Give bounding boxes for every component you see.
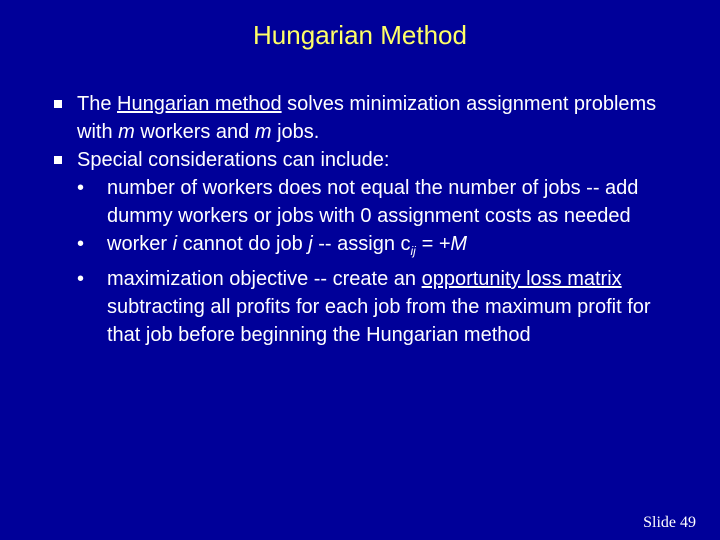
sub-bullet-item [50, 174, 670, 230]
slide-number-value: 49 [680, 514, 696, 531]
sub-bullet-text: number of workers does not equal the number of jobs -- add dummy workers or jobs with 0 assignment costs as needed [107, 177, 639, 227]
bullet-text: Special considerations can include: [77, 149, 390, 171]
sub-bullet-item [50, 265, 670, 349]
sub-bullet-text: maximization objective -- create an [107, 268, 422, 290]
sub-bullet-item [50, 230, 670, 265]
slide-label: Slide [643, 514, 676, 531]
slide-body [50, 90, 670, 349]
slide-title: Hungarian Method [253, 20, 467, 50]
square-bullet-icon [54, 156, 62, 164]
bullet-text: workers and [134, 121, 255, 143]
sub-bullet-text: worker [107, 233, 173, 255]
dot-bullet-icon: • [77, 233, 85, 255]
big-m-value: = +M [415, 233, 467, 255]
variable-m: m [254, 121, 272, 143]
variable-m: m [118, 121, 135, 143]
bullet-item [50, 146, 670, 174]
subscript-ij: ij [410, 244, 416, 258]
sub-bullet-text: cannot do job [177, 233, 309, 255]
bullet-text: The [77, 93, 118, 115]
square-bullet-icon [54, 100, 62, 108]
sub-bullet-text: subtracting all profits for each job from the maximum profit for that job before beginning the Hungarian method [107, 296, 651, 346]
variable-i: i [172, 233, 178, 255]
hungarian-method-link[interactable]: Hungarian method [117, 93, 282, 115]
dot-bullet-icon: • [77, 268, 85, 290]
dot-bullet-icon: • [77, 177, 85, 199]
bullet-item [50, 90, 670, 146]
bullet-text: jobs. [271, 121, 320, 143]
variable-j: j [308, 233, 313, 255]
slide-number [643, 514, 696, 532]
bullet-text: solves minimization assignment problems with [77, 93, 657, 143]
sub-bullet-text: -- assign c [312, 233, 411, 255]
opportunity-loss-matrix-link[interactable]: opportunity loss matrix [421, 268, 622, 290]
